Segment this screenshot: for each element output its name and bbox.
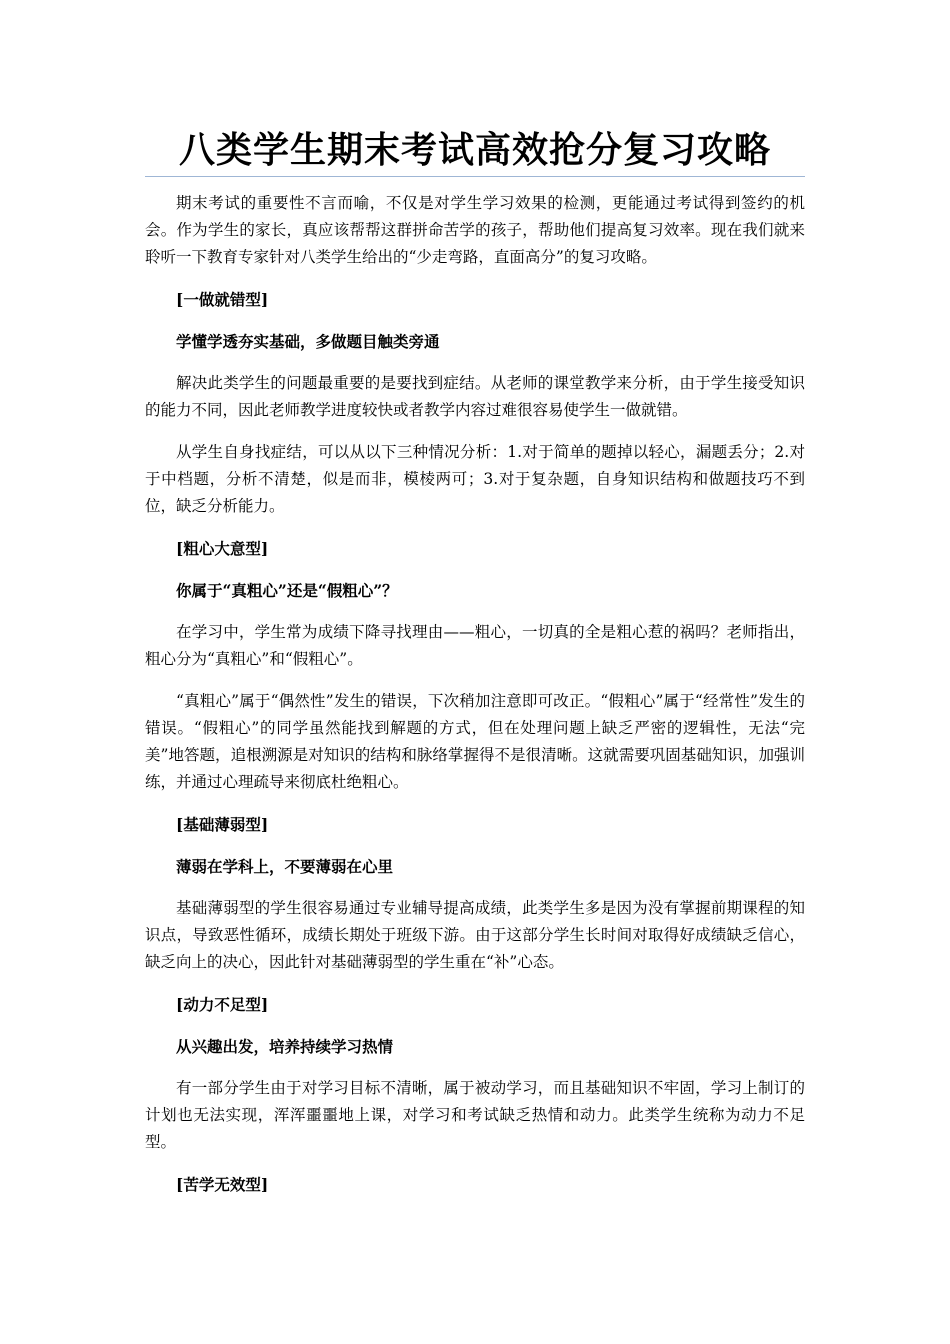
section-type-label: [动力不足型] bbox=[176, 995, 269, 1014]
section-subtitle: 薄弱在学科上，不要薄弱在心里 bbox=[176, 857, 394, 876]
section-subtitle: 你属于“真粗心”还是“假粗心”？ bbox=[176, 581, 398, 600]
intro-paragraph: 期末考试的重要性不言而喻，不仅是对学生学习效果的检测，更能通过考试得到签约的机会。作为学生的家长，真应该帮帮这群拼命苦学的孩子，帮助他们提高复习效率。现在我们就来聆听一下教育专家针对八类学生给出的“少走弯路，直面高分”的复习攻略。 bbox=[145, 194, 805, 266]
section-paragraph: 基础薄弱型的学生很容易通过专业辅导提高成绩，此类学生多是因为没有掌握前期课程的知识点，导致恶性循环，成绩长期处于班级下游。由于这部分学生长时间对取得好成绩缺乏信心，缺乏向上的决心，因此针对基础薄弱型的学生重在“补”心态。 bbox=[145, 899, 805, 971]
document-title: 八类学生期末考试高效抢分复习攻略 bbox=[178, 129, 771, 171]
section-paragraph: “真粗心”属于“偶然性”发生的错误，下次稍加注意即可改正。“假粗心”属于“经常性”发生的错误。“假粗心”的同学虽然能找到解题的方式，但在处理问题上缺乏严密的逻辑性，无法“完美”地答题，追根溯源是对知识的结构和脉络掌握得不是很清晰。这就需要巩固基础知识，加强训练，并通过心理疏导来彻底杜绝粗心。 bbox=[145, 692, 805, 791]
section-paragraph: 在学习中，学生常为成绩下降寻找理由——粗心，一切真的全是粗心惹的祸吗？老师指出，粗心分为“真粗心”和“假粗心”。 bbox=[145, 623, 805, 668]
section-type-label: [粗心大意型] bbox=[176, 539, 269, 558]
section-subtitle: 从兴趣出发，培养持续学习热情 bbox=[176, 1037, 394, 1056]
document-body bbox=[145, 190, 805, 1198]
section-subtitle: 学懂学透夯实基础，多做题目触类旁通 bbox=[176, 332, 440, 351]
section-type-label: [苦学无效型] bbox=[176, 1175, 269, 1194]
section-paragraph: 有一部分学生由于对学习目标不清晰，属于被动学习，而且基础知识不牢固，学习上制订的计划也无法实现，浑浑噩噩地上课，对学习和考试缺乏热情和动力。此类学生统称为动力不足型。 bbox=[145, 1079, 805, 1151]
section-paragraph: 解决此类学生的问题最重要的是要找到症结。从老师的课堂教学来分析，由于学生接受知识的能力不同，因此老师教学进度较快或者教学内容过难很容易使学生一做就错。 bbox=[145, 374, 805, 419]
title-underline bbox=[145, 176, 805, 177]
section-type-label: [一做就错型] bbox=[176, 290, 269, 309]
section-type-label: [基础薄弱型] bbox=[176, 815, 269, 834]
section-paragraph: 从学生自身找症结，可以从以下三种情况分析：1.对于简单的题掉以轻心，漏题丢分；2.对于中档题，分析不清楚，似是而非，模棱两可；3.对于复杂题，自身知识结构和做题技巧不到位，缺乏分析能力。 bbox=[145, 443, 805, 515]
